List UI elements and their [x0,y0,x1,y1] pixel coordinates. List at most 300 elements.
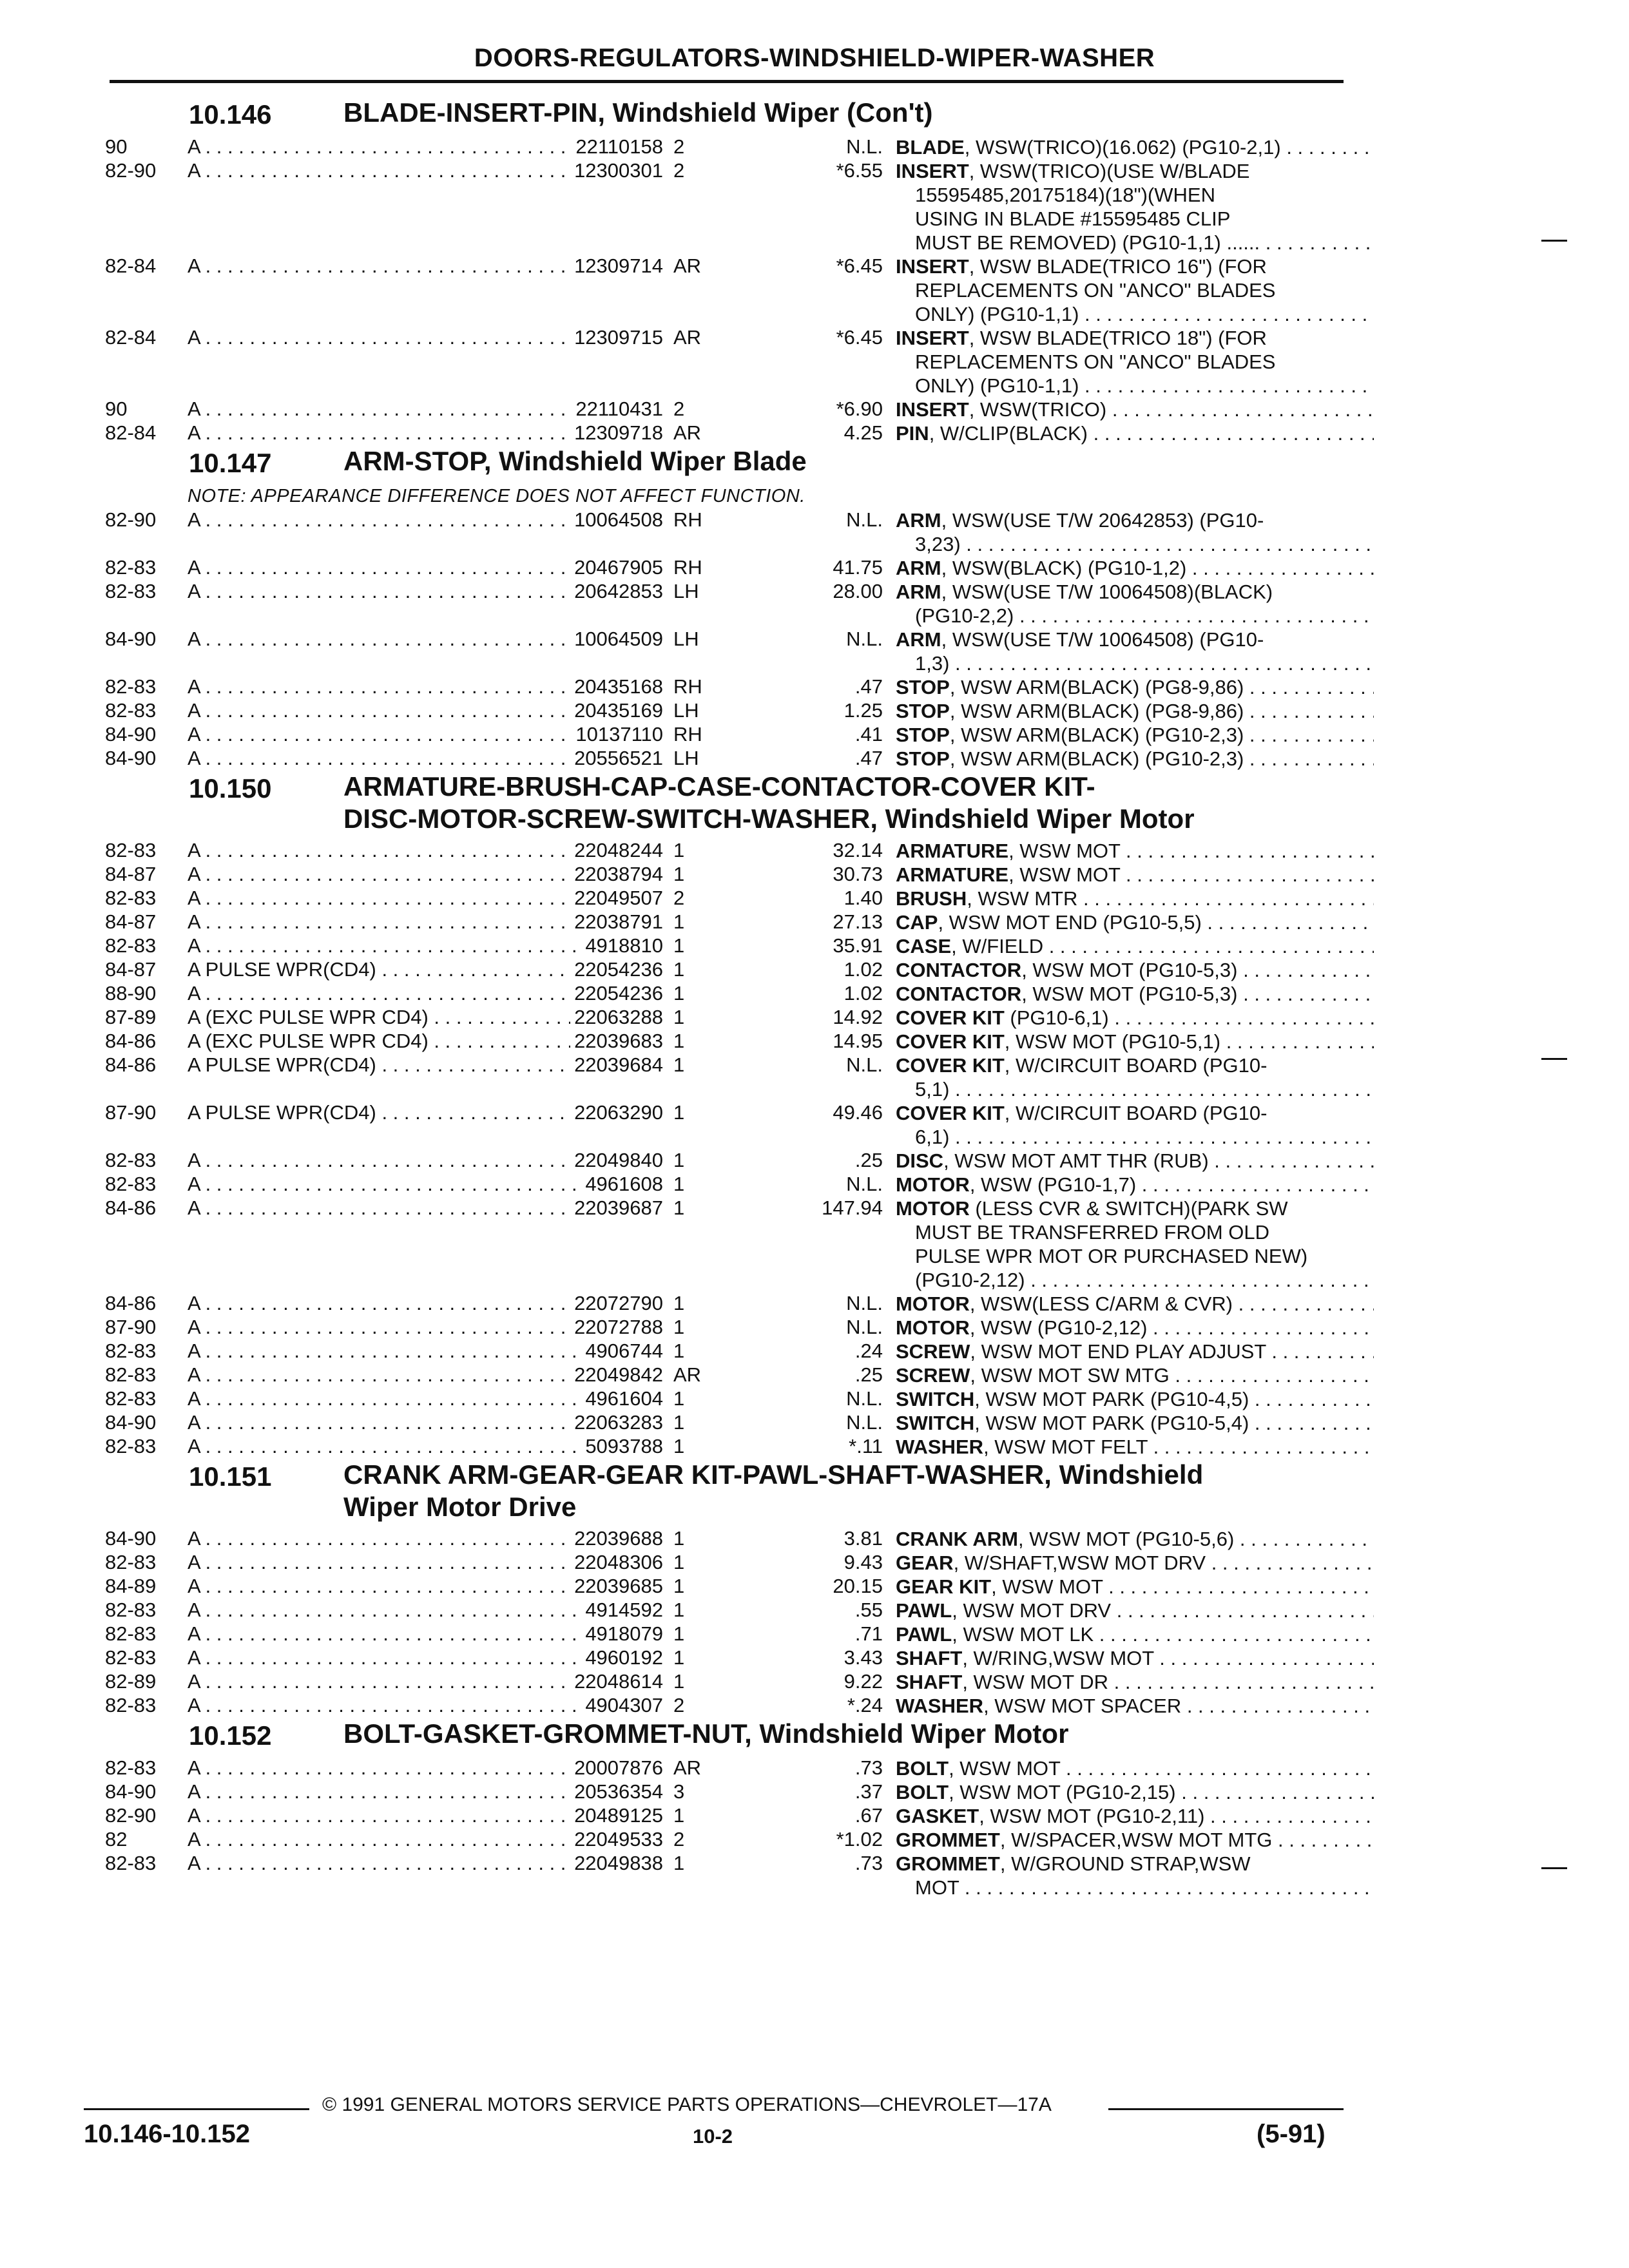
description-line: GROMMET, W/GROUND STRAP,WSW [896,1852,1251,1875]
part-row [105,1756,1352,1780]
model-years: 84-86 [105,1196,157,1219]
application-code [188,675,621,698]
price: .73 [854,1756,883,1779]
price: *1.02 [836,1828,883,1850]
model-years: 82-83 [105,1756,157,1779]
description [896,1149,1374,1173]
part-number: 4904307 [581,1694,663,1717]
quantity: 2 [673,887,685,909]
description-line: PAWL, WSW MOT LK . . . [896,1622,1374,1646]
quantity: 1 [673,982,685,1004]
description-line: GASKET, WSW MOT (PG10-2,11) . . . [896,1804,1374,1828]
part-row [105,1694,1352,1718]
application-text: A [188,556,200,579]
description-line: MOTOR, WSW (PG10-2,12) . . . [896,1316,1374,1340]
model-years: 82-83 [105,1387,157,1410]
quantity: 1 [673,863,685,885]
description-line: ARMATURE, WSW MOT . . . [896,863,1374,887]
application-text: A [188,255,200,277]
part-row [105,628,1352,675]
quantity: 2 [673,159,685,182]
section-number: 10.146 [189,99,272,130]
description-line: SHAFT, W/RING,WSW MOT . . . [896,1646,1374,1670]
part-number: 22049840 [570,1149,663,1172]
part-row [105,1030,1352,1053]
description [896,508,1374,556]
description-line: MUST BE REMOVED) (PG10-1,1) ...... . . . [896,231,1374,255]
description [896,1411,1374,1435]
application-code [188,135,621,159]
application-text: A [188,1852,200,1874]
description [896,839,1374,863]
application-code [188,1694,621,1717]
application-code [188,580,621,603]
quantity: RH [673,675,702,698]
quantity: 1 [673,910,685,933]
description [896,723,1374,747]
part-number: 20489125 [570,1804,663,1827]
quantity: 1 [673,1622,685,1645]
part-row [105,1670,1352,1694]
description [896,1101,1374,1149]
model-years: 82-83 [105,1435,157,1457]
application-code [188,699,621,722]
part-number: 22049533 [570,1828,663,1851]
application-text: A [188,159,200,182]
application-code [188,1196,621,1220]
description [896,421,1374,445]
part-row [105,1527,1352,1551]
description [896,556,1374,580]
description-line: CAP, WSW MOT END (PG10-5,5) . . . [896,910,1374,934]
application-code [188,1575,621,1598]
page-number: 10-2 [693,2125,733,2148]
application-code [188,1363,621,1387]
description-line: BRUSH, WSW MTR . . . [896,887,1374,910]
price: .25 [854,1363,883,1386]
price: 20.15 [833,1575,883,1597]
part-row [105,1340,1352,1363]
description-line: COVER KIT, W/CIRCUIT BOARD (PG10- [896,1102,1268,1124]
section-title: CRANK ARM-GEAR-GEAR KIT-PAWL-SHAFT-WASHER, Windshield Wiper Motor Drive [343,1459,1204,1522]
price: 49.46 [833,1101,883,1124]
part-number: 22048614 [570,1670,663,1693]
model-years: 82-83 [105,675,157,698]
application-code [188,1387,621,1410]
part-number: 4961604 [581,1387,663,1410]
application-text: A [188,508,200,531]
price: N.L. [846,1292,883,1314]
part-row [105,958,1352,982]
description-line: GROMMET, W/SPACER,WSW MOT MTG . . . [896,1828,1374,1852]
price: 147.94 [822,1196,883,1219]
application-code [188,1670,621,1693]
price: *6.90 [836,398,883,420]
price: *.24 [847,1694,883,1716]
description [896,1006,1374,1030]
model-years: 87-90 [105,1316,157,1338]
model-years: 82-90 [105,1804,157,1827]
model-years: 82-84 [105,326,157,349]
description-line: CRANK ARM, WSW MOT (PG10-5,6) . . . [896,1527,1374,1551]
price: 1.40 [843,887,883,909]
application-text: A [188,747,200,769]
description-line: COVER KIT, W/CIRCUIT BOARD (PG10- [896,1054,1268,1077]
application-code [188,326,621,349]
price: 28.00 [833,580,883,602]
part-row [105,398,1352,421]
part-row [105,1363,1352,1387]
model-years: 84-86 [105,1053,157,1076]
description-line: 5,1) . . . [896,1077,1374,1101]
description-line: USING IN BLADE #15595485 CLIP [915,207,1231,230]
section-title: ARM-STOP, Windshield Wiper Blade [343,446,807,476]
description [896,1340,1374,1363]
price: *6.45 [836,326,883,349]
page-title: DOORS-REGULATORS-WINDSHIELD-WIPER-WASHER [474,44,1155,72]
description-line: ARM, WSW(USE T/W 10064508)(BLACK) [896,581,1273,603]
part-number: 12309718 [570,421,663,445]
part-row [105,699,1352,723]
description [896,1435,1374,1459]
part-row [105,1599,1352,1622]
application-code [188,1030,621,1053]
part-number: 5093788 [581,1435,663,1458]
application-code [188,1006,621,1029]
description-line: COVER KIT, WSW MOT (PG10-5,1) . . . [896,1030,1374,1053]
section-header [105,1459,1352,1527]
part-row [105,1149,1352,1173]
price: *6.55 [836,159,883,182]
quantity: AR [673,255,702,277]
part-number: 22072790 [570,1292,663,1315]
description-line: WASHER, WSW MOT SPACER . . . [896,1694,1374,1718]
price: N.L. [846,1173,883,1195]
model-years: 87-90 [105,1101,157,1124]
part-number: 12309714 [570,255,663,278]
quantity: 2 [673,1828,685,1850]
part-number: 12300301 [570,159,663,182]
description [896,580,1374,628]
quantity: 3 [673,1780,685,1803]
application-code [188,958,621,981]
application-text: A [188,1646,200,1669]
quantity: 1 [673,1411,685,1434]
model-years: 82-83 [105,1363,157,1386]
description [896,1694,1374,1718]
section-range: 10.146-10.152 [84,2120,251,2148]
price: .47 [854,747,883,769]
description-line: SCREW, WSW MOT END PLAY ADJUST . . . [896,1340,1374,1363]
model-years: 84-87 [105,958,157,981]
quantity: 1 [673,1149,685,1171]
application-code [188,1646,621,1669]
price: 9.43 [843,1551,883,1573]
application-code [188,1780,621,1803]
description [896,1527,1374,1551]
application-text: A [188,1387,200,1410]
model-years: 82-83 [105,1599,157,1621]
margin-mark [1541,1867,1567,1869]
application-code [188,556,621,579]
application-text: A [188,1411,200,1434]
description [896,1622,1374,1646]
price: 14.95 [833,1030,883,1052]
description-line: MUST BE TRANSFERRED FROM OLD [915,1221,1270,1244]
price: N.L. [846,1387,883,1410]
application-text: A [188,1527,200,1550]
model-years: 82-83 [105,1551,157,1573]
description-line: WASHER, WSW MOT FELT . . . [896,1435,1374,1459]
application-text: A [188,675,200,698]
model-years: 84-87 [105,863,157,885]
description [896,1780,1374,1804]
application-text: A [188,863,200,885]
part-number: 22038791 [570,910,663,934]
description-line: PIN, W/CLIP(BLACK) . . . [896,421,1374,445]
application-code [188,1622,621,1646]
part-row [105,887,1352,910]
quantity: 1 [673,1646,685,1669]
section-number: 10.147 [189,448,272,478]
description-line: 6,1) . . . [896,1125,1374,1149]
quantity: 1 [673,1006,685,1028]
part-row [105,1411,1352,1435]
part-number: 22039688 [570,1527,663,1550]
model-years: 84-90 [105,1411,157,1434]
description [896,628,1374,675]
application-code [188,1316,621,1339]
part-row [105,1852,1352,1899]
application-text: A [188,1149,200,1171]
quantity: 1 [673,1316,685,1338]
price: 14.92 [833,1006,883,1028]
part-row [105,1101,1352,1149]
model-years: 84-87 [105,910,157,933]
application-text: A [188,699,200,722]
part-row [105,508,1352,556]
part-row [105,1575,1352,1599]
application-code [188,839,621,862]
description [896,398,1374,421]
description [896,910,1374,934]
price: N.L. [846,508,883,531]
quantity: 1 [673,1387,685,1410]
price: 3.43 [843,1646,883,1669]
model-years: 88-90 [105,982,157,1004]
description [896,1196,1374,1292]
parts-catalog [105,97,1352,1899]
margin-mark [1541,1058,1567,1060]
model-years: 82-83 [105,887,157,909]
part-row [105,1551,1352,1575]
price: .71 [854,1622,883,1645]
price: .47 [854,675,883,698]
application-text: A [188,1196,200,1219]
price: N.L. [846,1411,883,1434]
description-line: STOP, WSW ARM(BLACK) (PG8-9,86) . . . [896,699,1374,723]
quantity: 1 [673,1551,685,1573]
price: .41 [854,723,883,745]
description-line: INSERT, WSW(TRICO)(USE W/BLADE [896,160,1250,182]
part-number: 12309715 [570,326,663,349]
application-text: A (EXC PULSE WPR CD4) [188,1030,429,1052]
price: N.L. [846,628,883,650]
application-text: A [188,1780,200,1803]
description [896,135,1374,159]
copyright-notice: © 1991 GENERAL MOTORS SERVICE PARTS OPERATIONS—CHEVROLET—17A [322,2094,1052,2115]
part-number: 22039685 [570,1575,663,1598]
application-text: A [188,839,200,861]
description-line: REPLACEMENTS ON "ANCO" BLADES [915,279,1276,302]
model-years: 82-83 [105,1694,157,1716]
footer-rule-right [1108,2108,1344,2110]
application-code [188,1435,621,1458]
application-code [188,1340,621,1363]
model-years: 82-83 [105,580,157,602]
description-line: SCREW, WSW MOT SW MTG . . . [896,1363,1374,1387]
price: *.11 [849,1435,883,1457]
price: 1.25 [843,699,883,722]
model-years: 82-83 [105,1646,157,1669]
part-number: 22054236 [570,982,663,1005]
application-code [188,1527,621,1550]
quantity: 1 [673,1340,685,1362]
description-line: STOP, WSW ARM(BLACK) (PG10-2,3) . . . [896,747,1374,771]
application-code [188,159,621,182]
part-number: 22110431 [572,398,663,421]
price: .24 [854,1340,883,1362]
quantity: 1 [673,1196,685,1219]
model-years: 82-83 [105,1340,157,1362]
part-number: 4960192 [581,1646,663,1669]
part-row [105,326,1352,398]
model-years: 84-89 [105,1575,157,1597]
description-line: MOTOR, WSW (PG10-1,7) . . . [896,1173,1374,1196]
part-number: 22048244 [570,839,663,862]
description [896,1646,1374,1670]
description [896,1551,1374,1575]
description [896,1599,1374,1622]
application-text: A [188,135,200,158]
part-number: 20435169 [570,699,663,722]
description [896,326,1374,398]
description [896,934,1374,958]
application-text: A [188,910,200,933]
part-number: 22072788 [570,1316,663,1339]
application-text: A [188,1316,200,1338]
part-number: 4918810 [581,934,663,957]
price: .37 [854,1780,883,1803]
description-line: STOP, WSW ARM(BLACK) (PG8-9,86) . . . [896,675,1374,699]
application-text: A [188,982,200,1004]
part-row [105,421,1352,445]
description-line: COVER KIT (PG10-6,1) . . . [896,1006,1374,1030]
price: 35.91 [833,934,883,957]
quantity: 1 [673,1670,685,1693]
part-row [105,747,1352,771]
description-line: ARM, WSW(USE T/W 10064508) (PG10- [896,628,1264,651]
price: 27.13 [833,910,883,933]
application-text: A [188,580,200,602]
application-code [188,1053,621,1077]
quantity: 1 [673,934,685,957]
description-line: PULSE WPR MOT OR PURCHASED NEW) [915,1245,1308,1267]
part-number: 22049507 [570,887,663,910]
part-row [105,1622,1352,1646]
application-code [188,982,621,1005]
description [896,1053,1374,1101]
description [896,159,1374,255]
part-row [105,159,1352,255]
part-number: 22110158 [572,135,663,159]
part-row [105,675,1352,699]
section-header [105,445,1352,484]
description [896,255,1374,326]
description [896,1316,1374,1340]
description-line: BLADE, WSW(TRICO)(16.062) (PG10-2,1) . . . [896,135,1374,159]
part-row [105,1804,1352,1828]
application-code [188,910,621,934]
application-code [188,1756,621,1780]
part-row [105,135,1352,159]
description [896,958,1374,982]
description-line: (PG10-2,12) . . . [896,1268,1374,1292]
part-number: 20467905 [570,556,663,579]
title-rule [110,80,1344,83]
description [896,747,1374,771]
price: .67 [854,1804,883,1827]
application-text: A [188,1804,200,1827]
model-years: 84-90 [105,1527,157,1550]
application-text: A PULSE WPR(CD4) [188,1101,376,1124]
quantity: 1 [673,1030,685,1052]
application-text: A [188,1622,200,1645]
part-row [105,1780,1352,1804]
section-note: NOTE: APPEARANCE DIFFERENCE DOES NOT AFFECT FUNCTION. [188,486,805,506]
application-text: A [188,1756,200,1779]
application-text: A [188,887,200,909]
model-years: 82-83 [105,1852,157,1874]
description-line: BOLT, WSW MOT . . . [896,1756,1374,1780]
quantity: AR [673,421,702,444]
model-years: 82-83 [105,1173,157,1195]
application-code [188,398,621,421]
model-years: 84-90 [105,628,157,650]
description-line: INSERT, WSW(TRICO) . . . [896,398,1374,421]
description-line: REPLACEMENTS ON "ANCO" BLADES [915,351,1276,373]
part-number: 22039687 [570,1196,663,1220]
part-row [105,863,1352,887]
model-years: 82-89 [105,1670,157,1693]
description-line: CASE, W/FIELD . . . [896,934,1374,958]
price: .25 [854,1149,883,1171]
model-years: 84-90 [105,723,157,745]
description-line: ARM, WSW(USE T/W 20642853) (PG10- [896,509,1264,532]
description [896,699,1374,723]
application-code [188,863,621,886]
price: N.L. [846,1053,883,1076]
application-code [188,723,621,746]
part-number: 4961608 [581,1173,663,1196]
model-years: 84-86 [105,1292,157,1314]
quantity: LH [673,628,699,650]
quantity: 1 [673,1804,685,1827]
description-line: SWITCH, WSW MOT PARK (PG10-4,5) . . . [896,1387,1374,1411]
part-row [105,910,1352,934]
price: N.L. [846,135,883,158]
description-line: 1,3) . . . [896,651,1374,675]
